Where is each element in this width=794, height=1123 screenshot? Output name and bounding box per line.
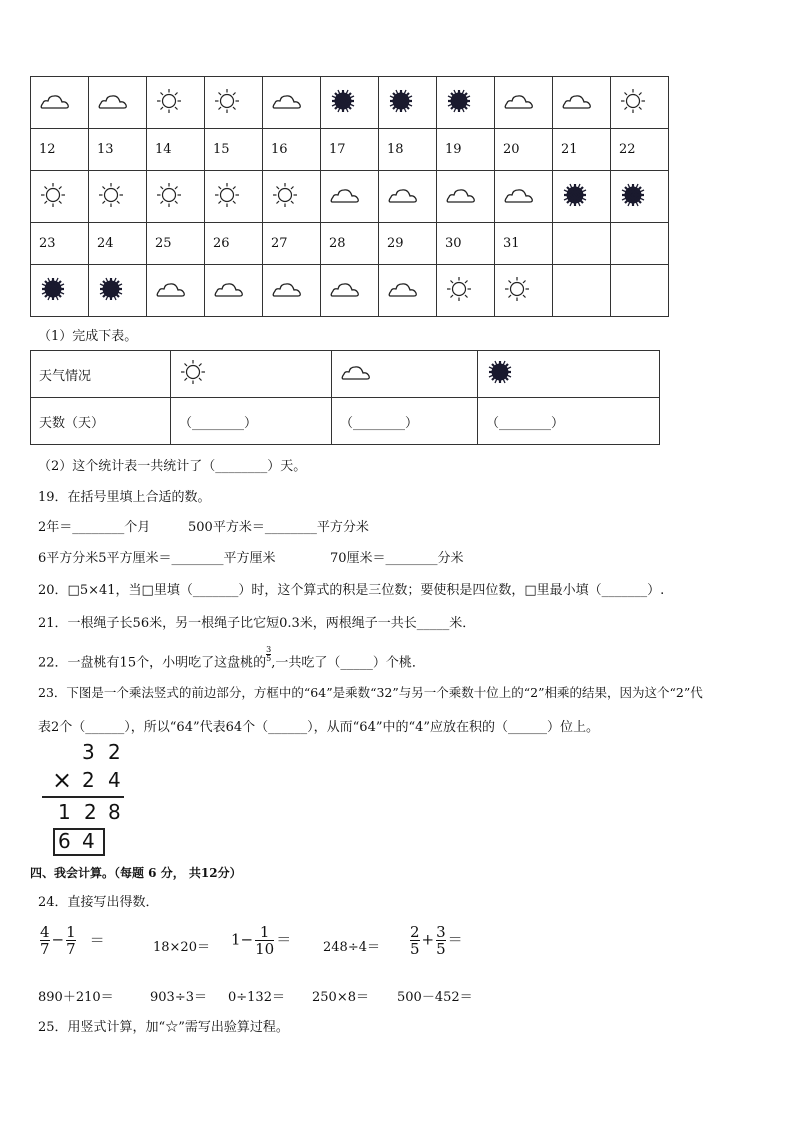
q24-expr-5 bbox=[408, 924, 463, 957]
day-number: 18 bbox=[379, 129, 437, 171]
snowy-icon bbox=[478, 351, 660, 398]
cloudy-icon bbox=[379, 171, 437, 223]
q23-line2: 表2个（______），所以“64”代表64个（______），从而“64”中的“4”应放在积的（______）位上。 bbox=[38, 720, 600, 735]
day-number: 20 bbox=[495, 129, 553, 171]
q24-expr-2: 18×20＝ bbox=[153, 940, 210, 955]
q24-expr-1 bbox=[38, 924, 105, 957]
cloudy-icon bbox=[379, 265, 437, 317]
day-number: 31 bbox=[495, 223, 553, 265]
cloudy-days-blank[interactable]: （________） bbox=[332, 398, 478, 445]
q18-part1: （1）完成下表。 bbox=[38, 329, 138, 344]
cloudy-icon bbox=[332, 351, 478, 398]
top-digit-tens: 3 bbox=[82, 740, 95, 764]
q24-title: 24．直接写出得数． bbox=[38, 895, 159, 910]
q22-after: ,一共吃了（_____）个桃． bbox=[271, 655, 425, 671]
snowy-icon bbox=[89, 265, 147, 317]
day-number: 28 bbox=[321, 223, 379, 265]
q22-numerator: 3 bbox=[266, 645, 272, 654]
sunny-icon bbox=[171, 351, 332, 398]
days-row-label: 天数（天） bbox=[31, 398, 171, 445]
day-number: 19 bbox=[437, 129, 495, 171]
q24-row2-expr-2: 903÷3＝ bbox=[150, 990, 207, 1005]
den: 5 bbox=[436, 940, 446, 958]
day-number: 21 bbox=[553, 129, 611, 171]
day-number: 16 bbox=[263, 129, 321, 171]
sunny-icon bbox=[495, 265, 553, 317]
res2-digit-1: 6 bbox=[58, 829, 71, 853]
sunny-days-blank[interactable]: （________） bbox=[171, 398, 332, 445]
weather-summary-table bbox=[30, 350, 660, 445]
q24-row2-expr-5: 500－452＝ bbox=[397, 990, 473, 1005]
cloudy-icon bbox=[321, 171, 379, 223]
q19-line2a: 6平方分米5平方厘米＝________平方厘米 bbox=[38, 551, 276, 566]
day-number: 13 bbox=[89, 129, 147, 171]
q24-row2-expr-3: 0÷132＝ bbox=[228, 990, 285, 1005]
times-sign: × bbox=[52, 766, 73, 794]
den: 10 bbox=[255, 940, 275, 958]
q21: 21．一根绳子长56米，另一根绳子比它短0.3米，两根绳子一共长_____米． bbox=[38, 616, 476, 631]
weather-icon-row-1 bbox=[31, 77, 669, 129]
res1-digit-3: 8 bbox=[108, 800, 121, 824]
sunny-icon bbox=[205, 171, 263, 223]
mid-digit-tens: 2 bbox=[82, 768, 95, 792]
q22-before: 22．一盘桃有15个，小明吃了这盘桃的 bbox=[38, 655, 267, 671]
day-number: 17 bbox=[321, 129, 379, 171]
cloudy-icon bbox=[147, 265, 205, 317]
res1-digit-2: 2 bbox=[84, 800, 97, 824]
sunny-icon bbox=[437, 265, 495, 317]
frac-2-5 bbox=[410, 924, 420, 957]
q19-line1b: 500平方米＝________平方分米 bbox=[188, 520, 369, 535]
weather-icon-row-5 bbox=[31, 265, 669, 317]
minus-op: − bbox=[51, 930, 65, 949]
q19-line2b: 70厘米＝________分米 bbox=[330, 551, 464, 566]
day-number: 23 bbox=[31, 223, 89, 265]
empty-cell bbox=[553, 223, 611, 265]
mid-digit-ones: 4 bbox=[108, 768, 121, 792]
one-minus: 1− bbox=[231, 930, 254, 949]
cloudy-icon bbox=[437, 171, 495, 223]
cloudy-icon bbox=[263, 265, 321, 317]
day-number: 30 bbox=[437, 223, 495, 265]
weather-icon-row-3 bbox=[31, 171, 669, 223]
res1-digit-1: 1 bbox=[58, 800, 71, 824]
den: 7 bbox=[40, 940, 50, 958]
q22 bbox=[38, 646, 425, 670]
cloudy-icon bbox=[553, 77, 611, 129]
sunny-icon bbox=[263, 171, 321, 223]
day-number-row-2 bbox=[31, 129, 669, 171]
empty-cell bbox=[611, 223, 669, 265]
plus-op: + bbox=[421, 930, 435, 949]
weather-calendar-table bbox=[30, 76, 669, 317]
section4-heading: 四、我会计算。（每题 6 分， 共12分） bbox=[30, 866, 242, 880]
sunny-icon bbox=[147, 77, 205, 129]
den: 7 bbox=[66, 940, 76, 958]
day-number: 29 bbox=[379, 223, 437, 265]
q18-part2: （2）这个统计表一共统计了（________）天。 bbox=[38, 459, 307, 474]
day-number: 12 bbox=[31, 129, 89, 171]
cloudy-icon bbox=[89, 77, 147, 129]
q19-title: 19．在括号里填上合适的数。 bbox=[38, 490, 211, 505]
cloudy-icon bbox=[321, 265, 379, 317]
num: 2 bbox=[410, 923, 420, 941]
num: 1 bbox=[259, 923, 270, 941]
weather-row-label: 天气情况 bbox=[31, 351, 171, 398]
sunny-icon bbox=[31, 171, 89, 223]
day-number: 26 bbox=[205, 223, 263, 265]
empty-cell bbox=[611, 265, 669, 317]
day-number-row-4 bbox=[31, 223, 669, 265]
cloudy-icon bbox=[205, 265, 263, 317]
q24-expr-4: 248÷4＝ bbox=[323, 940, 380, 955]
empty-cell bbox=[553, 265, 611, 317]
day-number: 22 bbox=[611, 129, 669, 171]
snowy-icon bbox=[611, 171, 669, 223]
q25: 25．用竖式计算，加“☆”需写出验算过程。 bbox=[38, 1020, 289, 1035]
q24-row2-expr-1: 890＋210＝ bbox=[38, 990, 114, 1005]
q23-line1: 23．下图是一个乘法竖式的前边部分，方框中的“64”是乘数“32”与另一个乘数十位上的“2”相乘的结果，因为这个“2”代 bbox=[38, 685, 703, 700]
day-number: 24 bbox=[89, 223, 147, 265]
day-number: 27 bbox=[263, 223, 321, 265]
day-number: 25 bbox=[147, 223, 205, 265]
sunny-icon bbox=[205, 77, 263, 129]
equals: ＝ bbox=[447, 930, 463, 949]
q20: 20．□5×41，当□里填（_______）时，这个算式的积是三位数；要使积是四位数，□里最小填（_______）. bbox=[38, 583, 665, 598]
day-number: 15 bbox=[205, 129, 263, 171]
snowy-icon bbox=[321, 77, 379, 129]
top-digit-ones: 2 bbox=[108, 740, 121, 764]
q22-denominator: 5 bbox=[266, 654, 272, 663]
q24-row2-expr-4: 250×8＝ bbox=[312, 990, 369, 1005]
q19-line1a: 2年＝________个月 bbox=[38, 520, 151, 535]
equals: ＝ bbox=[276, 930, 292, 949]
frac-3-5 bbox=[436, 924, 446, 957]
snowy-icon bbox=[379, 77, 437, 129]
cloudy-icon bbox=[263, 77, 321, 129]
snowy-icon bbox=[553, 171, 611, 223]
snowy-days-blank[interactable]: （________） bbox=[478, 398, 660, 445]
day-number: 14 bbox=[147, 129, 205, 171]
divider-line bbox=[42, 796, 124, 798]
snowy-icon bbox=[437, 77, 495, 129]
num: 4 bbox=[40, 923, 50, 941]
num: 3 bbox=[436, 923, 446, 941]
cloudy-icon bbox=[31, 77, 89, 129]
multiplication-vertical-form bbox=[40, 740, 130, 860]
q24-expr-3 bbox=[231, 924, 291, 957]
sunny-icon bbox=[611, 77, 669, 129]
den: 5 bbox=[410, 940, 420, 958]
frac-1-10 bbox=[255, 924, 274, 957]
cloudy-icon bbox=[495, 171, 553, 223]
snowy-icon bbox=[31, 265, 89, 317]
equals: ＝ bbox=[89, 930, 105, 949]
cloudy-icon bbox=[495, 77, 553, 129]
frac-1-7 bbox=[66, 924, 76, 957]
num: 1 bbox=[66, 923, 76, 941]
sunny-icon bbox=[147, 171, 205, 223]
sunny-icon bbox=[89, 171, 147, 223]
res2-digit-2: 4 bbox=[82, 829, 95, 853]
frac-4-7 bbox=[40, 924, 50, 957]
